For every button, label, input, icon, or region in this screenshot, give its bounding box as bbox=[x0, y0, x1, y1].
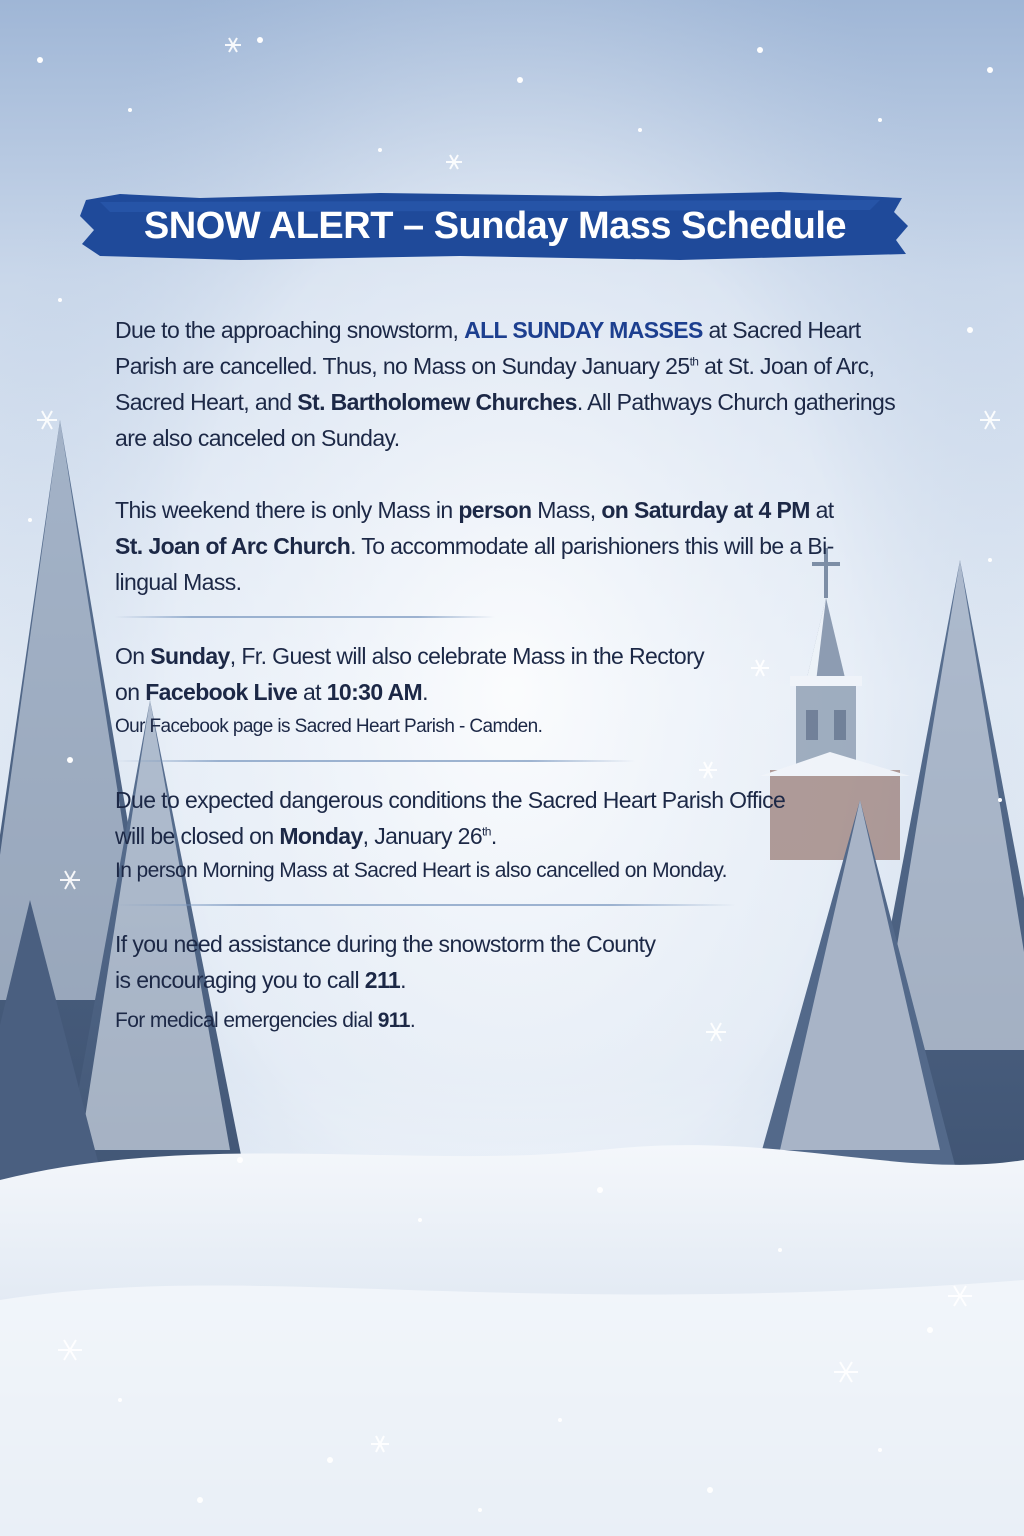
paragraph-assistance: If you need assistance during the snowstorm the County is encouraging you to call 211. bbox=[115, 931, 656, 993]
divider bbox=[115, 904, 735, 906]
alert-banner bbox=[80, 190, 910, 262]
paragraph-facebook-live: On Sunday, Fr. Guest will also celebrate Mass in the Rectory on Facebook Live at 10:30 AM. bbox=[115, 643, 705, 705]
emergency-note: For medical emergencies dial 911. bbox=[115, 1009, 416, 1032]
paragraph-saturday-mass: This weekend there is only Mass in person Mass, on Saturday at 4 PM at St. Joan of Arc Church. To accommodate all parishioners this will be a Bi-lingual Mass. bbox=[115, 497, 834, 595]
paragraph-office-closed: Due to expected dangerous conditions the Sacred Heart Parish Office will be closed on Monday, January 26th. bbox=[115, 787, 786, 849]
page-title: SNOW ALERT – Sunday Mass Schedule bbox=[143, 205, 847, 247]
paragraph-cancellation: Due to the approaching snowstorm, ALL SUNDAY MASSES at Sacred Heart Parish are cancelled. Thus, no Mass on Sunday January 25th at St. Joan of Arc, Sacred Heart, and St. Bartholomew Churches. All Pathways Church gatherings are also canceled on Sunday. bbox=[115, 317, 896, 451]
divider bbox=[115, 760, 635, 762]
announcement-body bbox=[115, 312, 925, 1038]
divider bbox=[115, 616, 495, 618]
monday-mass-note: In person Morning Mass at Sacred Heart is also cancelled on Monday. bbox=[115, 859, 727, 882]
facebook-page-note: Our Facebook page is Sacred Heart Parish - Camden. bbox=[115, 716, 543, 737]
